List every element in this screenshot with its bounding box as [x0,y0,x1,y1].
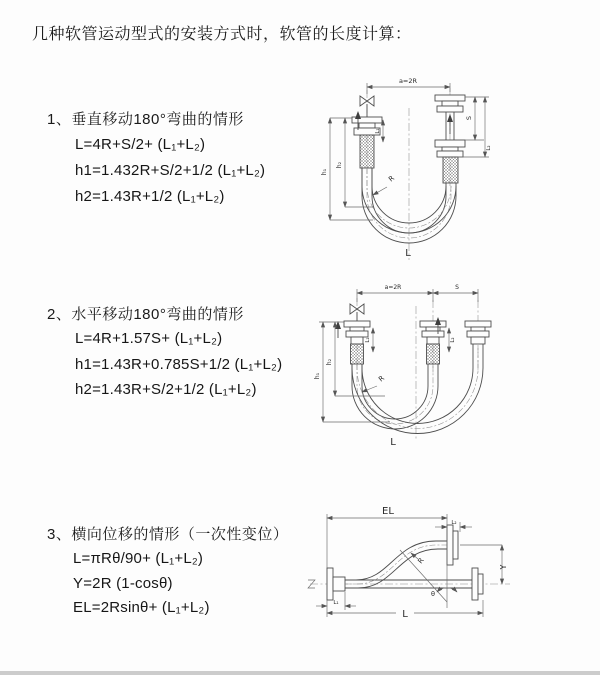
radius-label: R [387,174,397,184]
section-2-heading: 2、水平移动180°弯曲的情形 [47,306,244,323]
dim-a2R-label: a=2R [398,77,418,85]
h1-label: h₁ [314,372,321,380]
dim-a2R-label: a=2R [384,284,402,291]
diagram-horizontal-180-bend [305,278,600,458]
L2-label: L₂ [450,337,456,343]
EL-label: EL [382,506,394,517]
diagram-vertical-180-bend [305,68,600,263]
dim-S-label: S [455,284,459,291]
theta-label: θ [431,590,435,598]
valve-icon [350,304,364,321]
radius-label: R [377,374,387,384]
displaced-hose-s-curve [345,525,458,588]
braid-section [443,157,458,183]
valve-icon [360,96,374,117]
L1-label: L₁ [333,600,339,606]
fitting-length-dimension-left [316,592,356,610]
S-label: S [465,115,473,121]
scan-bottom-edge [0,671,600,675]
h1-label: h₁ [321,168,328,176]
hose-u-bends [352,344,483,434]
L1-label: L₁ [365,337,371,343]
radius-callout [373,174,396,195]
length-dimension [327,600,483,620]
section-3-formula-EL: EL=2Rsinθ+ (L₁+L₂) [73,599,210,616]
Y-label: Y [499,564,508,570]
section-1-formula-L: L=4R+S/2+ (L₁+L₂) [75,136,206,153]
radius-label: R [416,556,426,566]
length-label: L [405,248,411,259]
h2-label: h₂ [336,161,343,169]
L1-label: L₁ [375,128,381,134]
diagram-lateral-displacement [300,498,600,668]
section-1-formula-h1: h1=1.432R+S/2+1/2 (L₁+L₂) [75,162,266,179]
section-2-formula-L: L=4R+1.57S+ (L₁+L₂) [75,330,223,347]
top-dimensions [357,284,478,302]
section-3-formula-L: L=πRθ/90+ (L₁+L₂) [73,550,204,567]
section-2-formula-h1: h1=1.43R+0.785S+1/2 (L₁+L₂) [75,356,283,373]
right-hose-fitting [465,321,491,344]
offset-dimension [460,545,508,584]
section-2-formula-h2: h2=1.43R+S/2+1/2 (L₁+L₂) [75,381,257,398]
L2-label: L₂ [486,145,492,151]
section-1-heading: 1、垂直移动180°弯曲的情形 [47,111,244,128]
braid-section [360,135,374,168]
top-width-dimension [367,77,450,94]
middle-hose-fitting [420,321,446,364]
braid-section [351,344,364,364]
section-3-heading: 3、横向位移的情形（一次性变位） [47,526,289,543]
length-label: L [390,437,396,448]
centerlines [367,88,450,260]
radius-callout [411,553,426,565]
L-label: L [402,609,408,620]
braid-section [427,344,440,364]
fitting-length-dimension-top [435,520,472,532]
left-hose-fitting [352,117,382,168]
h2-label: h₂ [326,358,333,366]
section-1-formula-h2: h2=1.43R+1/2 (L₁+L₂) [75,188,225,205]
page-title: 几种软管运动型式的安装方式时，软管的长度计算： [32,26,412,43]
section-3-formula-Y: Y=2R (1-cosθ) [73,575,173,592]
left-flange-fitting [327,568,345,600]
L2-label: L₂ [451,520,457,526]
